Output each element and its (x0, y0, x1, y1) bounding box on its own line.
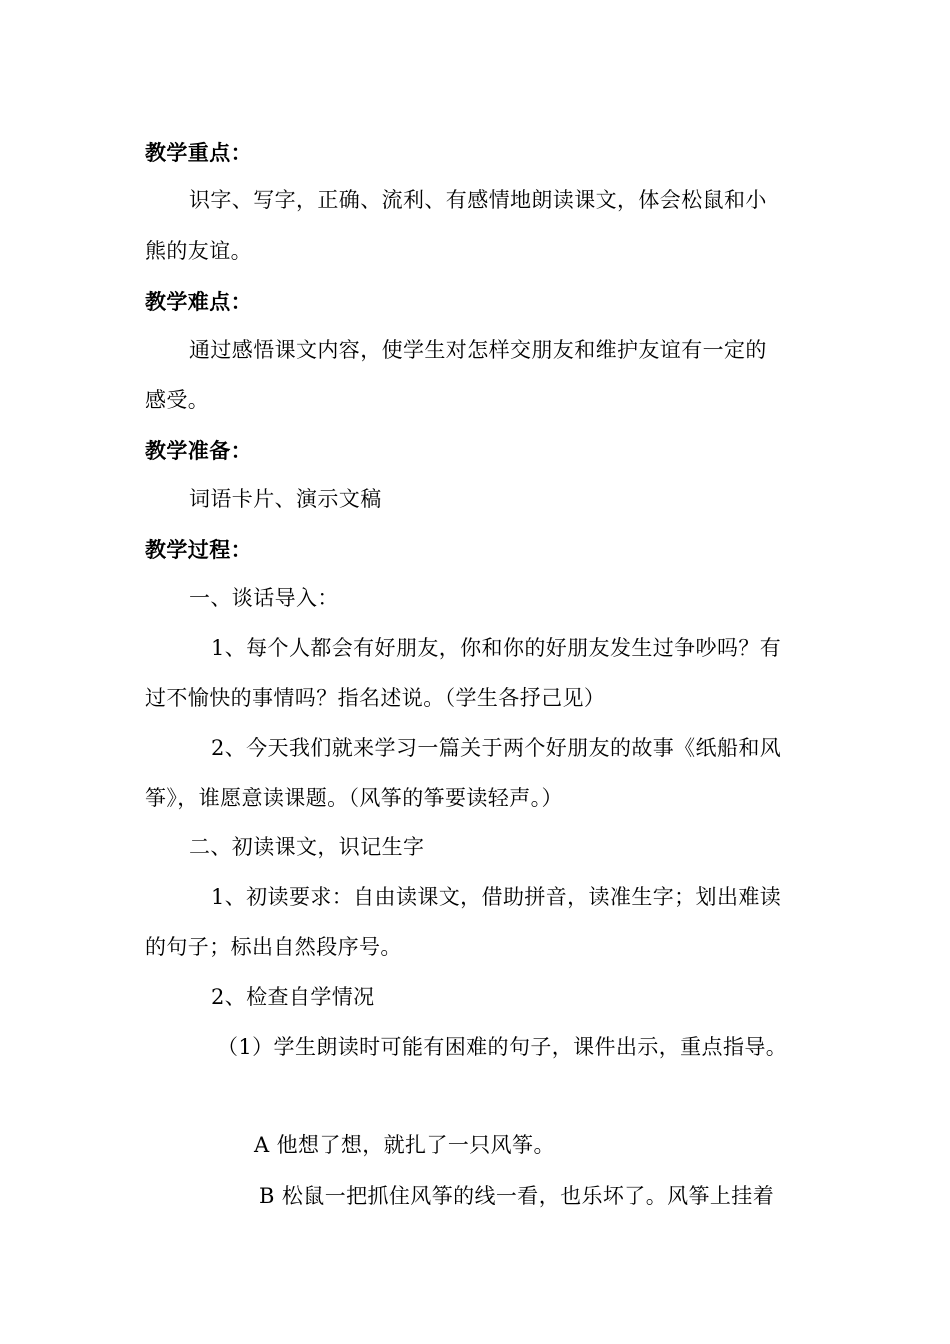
section2-sub1: （1）学生朗读时可能有困难的句子，课件出示，重点指导。 (217, 1035, 788, 1059)
section1-item2-line1: 2、今天我们就来学习一篇关于两个好朋友的故事《纸船和风 (211, 736, 782, 760)
process-heading: 教学过程： (145, 537, 252, 562)
section1-item1-line1: 1、每个人都会有好朋友，你和你的好朋友发生过争吵吗？有 (211, 636, 782, 660)
sentence-a: A 他想了想，就扎了一只风筝。 (254, 1133, 555, 1157)
key-points-heading: 教学重点： (145, 140, 252, 165)
difficulties-heading: 教学难点： (145, 289, 252, 314)
preparation-heading: 教学准备： (145, 438, 252, 463)
key-points-text-line2: 熊的友谊。 (145, 239, 252, 263)
section2-item1-line1: 1、初读要求：自由读课文，借助拼音，读准生字；划出难读 (211, 885, 782, 909)
preparation-text: 词语卡片、演示文稿 (189, 487, 382, 511)
section2-item1-line2: 的句子；标出自然段序号。 (145, 935, 402, 959)
section1-item1-line2: 过不愉快的事情吗？指名述说。（学生各抒己见） (145, 686, 606, 710)
section1-title: 一、谈话导入： (189, 586, 339, 610)
section2-item2: 2、检查自学情况 (211, 985, 375, 1009)
difficulties-text-line2: 感受。 (145, 388, 210, 412)
difficulties-text-line1: 通过感悟课文内容，使学生对怎样交朋友和维护友谊有一定的 (189, 338, 767, 362)
section2-title: 二、初读课文，识记生字 (189, 835, 425, 859)
sentence-b: B 松鼠一把抓住风筝的线一看，也乐坏了。风筝上挂着 (259, 1184, 775, 1208)
key-points-text-line1: 识字、写字，正确、流利、有感情地朗读课文，体会松鼠和小 (189, 188, 767, 212)
section1-item2-line2: 筝》，谁愿意读课题。（风筝的筝要读轻声。） (145, 786, 563, 810)
